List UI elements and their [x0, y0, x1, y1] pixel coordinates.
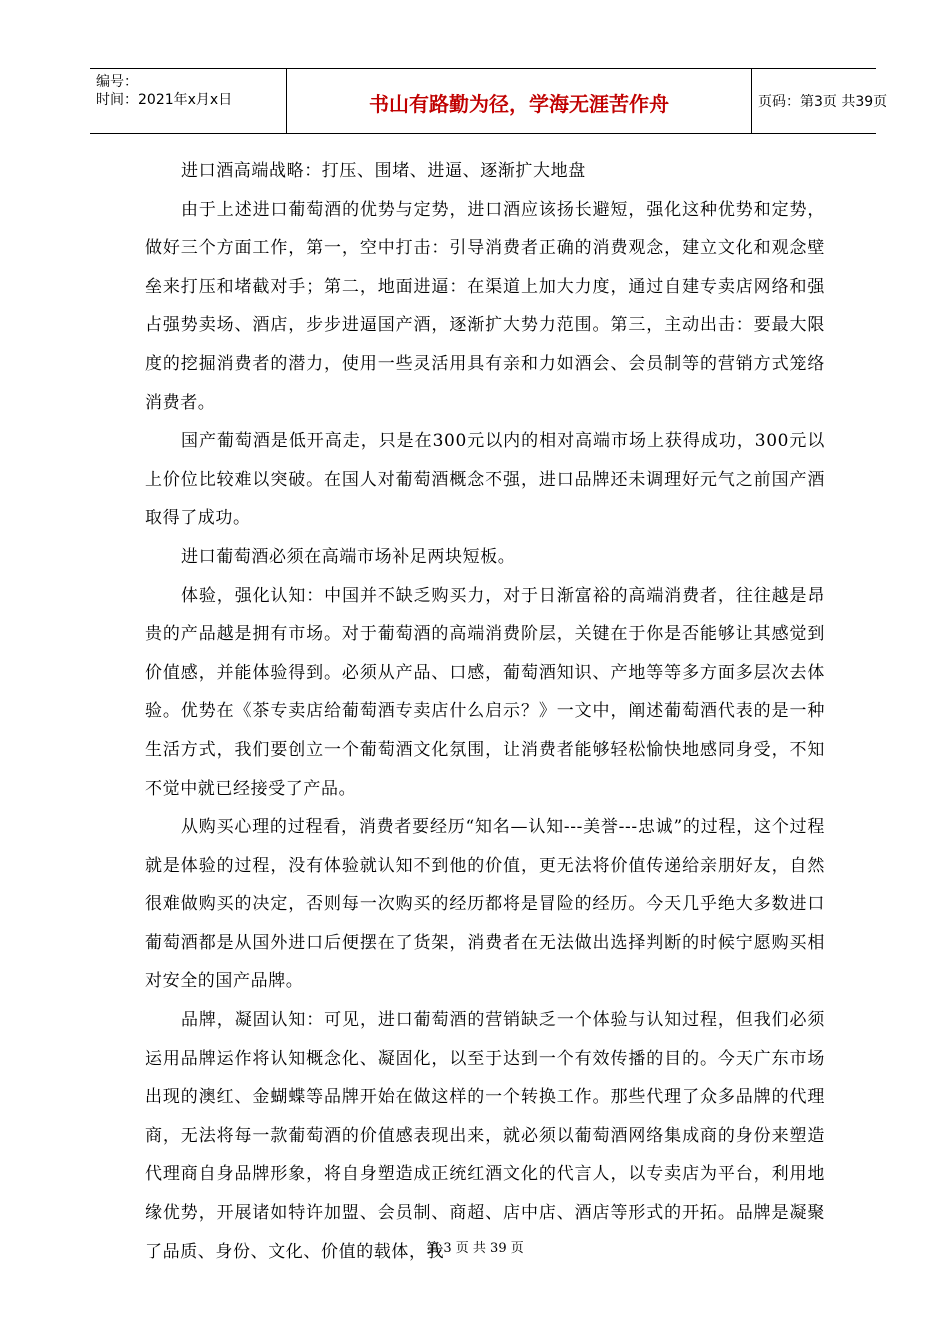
document-body — [145, 152, 825, 1271]
header-meta-cell — [90, 69, 286, 133]
header-motto-cell — [286, 69, 752, 133]
header-page-cell — [752, 69, 888, 133]
paragraph: 从购买心理的过程看，消费者要经历“知名—认知---美誉---忠诚”的过程，这个过程就是体验的过程，没有体验就认知不到他的价值，更无法将价值传递给亲朋好友，自然很难做购买的决定，否则每一次购买的经历都将是冒险的经历。今天几乎绝大多数进口葡萄酒都是从国外进口后便摆在了货架，消费者在无法做出选择判断的时候宁愿购买相对安全的国产品牌。 — [145, 817, 825, 992]
paragraph: 国产葡萄酒是低开高走，只是在300元以内的相对高端市场上获得成功，300元以上价位比较难以突破。在国人对葡萄酒概念不强，进口品牌还未调理好元气之前国产酒取得了成功。 — [145, 431, 825, 529]
document-number-label: 编号： — [96, 74, 138, 90]
paragraph: 由于上述进口葡萄酒的优势与定势，进口酒应该扬长避短，强化这种优势和定势，做好三个方面工作，第一，空中打击：引导消费者正确的消费观念，建立文化和观念壁垒来打压和堵截对手；第二，地面进逼：在渠道上加大力度，通过自建专卖店网络和强占强势卖场、酒店，步步进逼国产酒，逐渐扩大势力范围。第三，主动出击：要最大限度的挖掘消费者的潜力，使用一些灵活用具有亲和力如酒会、会员制等的营销方式笼络消费者。 — [145, 199, 825, 413]
paragraph: 进口葡萄酒必须在高端市场补足两块短板。 — [181, 546, 516, 567]
paragraph: 品牌，凝固认知：可见，进口葡萄酒的营销缺乏一个体验与认知过程，但我们必须运用品牌运作将认知概念化、凝固化，以至于达到一个有效传播的目的。今天广东市场出现的澳红、金蝴蝶等品牌开始在做这样的一个转换工作。那些代理了众多品牌的代理商，无法将每一款葡萄酒的价值感表现出来，就必须以葡萄酒网络集成商的身份来塑造代理商自身品牌形象，将自身塑造成正统红酒文化的代言人，以专卖店为平台，利用地缘优势，开展诸如特许加盟、会员制、商超、店中店、酒店等形式的开拓。品牌是凝聚了品质、身份、文化、价值的载体，我 — [145, 1010, 825, 1262]
paragraph: 体验，强化认知：中国并不缺乏购买力，对于日渐富裕的高端消费者，往往越是昂贵的产品越是拥有市场。对于葡萄酒的高端消费阶层，关键在于你是否能够让其感觉到价值感，并能体验得到。必须从产品、口感，葡萄酒知识、产地等等多方面多层次去体验。优势在《茶专卖店给葡萄酒专卖店什么启示？》一文中，阐述葡萄酒代表的是一种生活方式，我们要创立一个葡萄酒文化氛围，让消费者能够轻松愉快地感同身受，不知不觉中就已经接受了产品。 — [145, 585, 825, 799]
page-header — [90, 68, 888, 134]
header-page-number: 页码：第3页 共39页 — [758, 94, 888, 110]
document-time-label: 时间：2021年x月x日 — [96, 92, 233, 108]
header-motto: 书山有路勤为径，学海无涯苦作舟 — [369, 92, 669, 116]
page-footer: 第 3 页 共 39 页 — [426, 1241, 524, 1256]
paragraph: 进口酒高端战略：打压、围堵、进逼、逐渐扩大地盘 — [181, 161, 586, 181]
